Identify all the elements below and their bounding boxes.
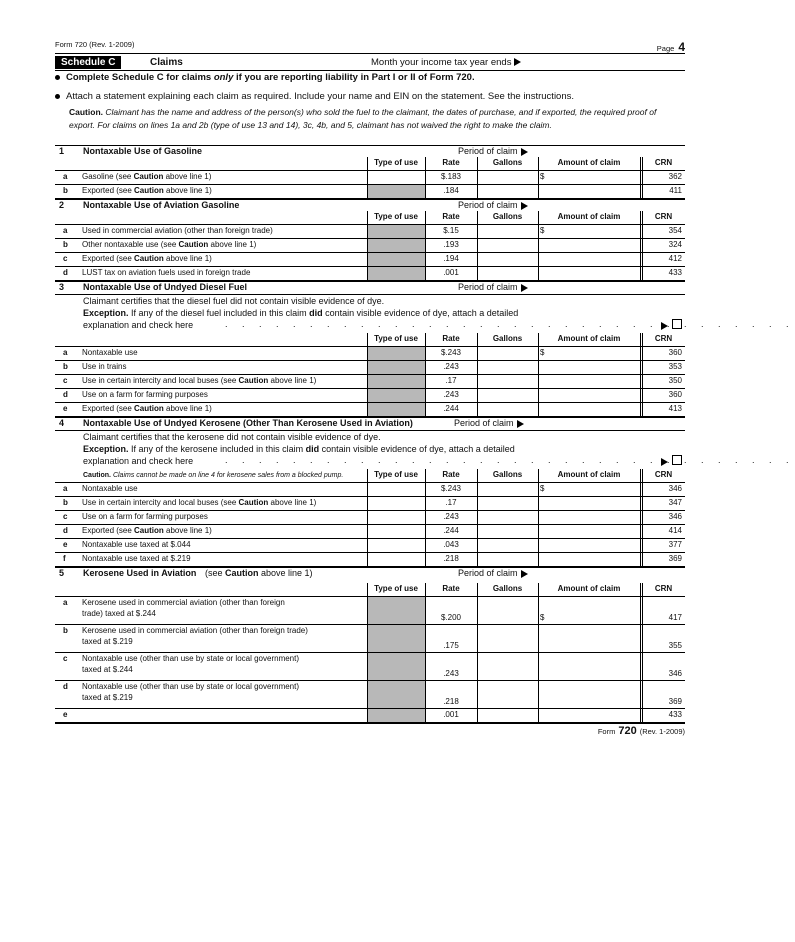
type-of-use-input[interactable]	[368, 538, 425, 552]
col-gallons: Gallons	[492, 470, 523, 479]
gallons-input[interactable]	[478, 596, 538, 624]
type-of-use-shaded	[368, 347, 425, 360]
amount-input[interactable]	[539, 252, 640, 266]
amount-input[interactable]	[539, 708, 640, 722]
exception-text: Exception. If any of the kerosene included in this claim did contain visible evidence of dye, attach a detailed	[83, 444, 515, 454]
line-letter: a	[63, 226, 68, 235]
col-gallons: Gallons	[492, 212, 523, 221]
line-letter: c	[63, 512, 68, 521]
line-letter: a	[63, 484, 68, 493]
line-description: Nontaxable use taxed at $.044	[82, 540, 191, 549]
amount-input[interactable]	[539, 402, 640, 416]
explanation-text: explanation and check here	[83, 320, 194, 330]
type-of-use-shaded	[368, 709, 425, 722]
rate-value: .184	[443, 186, 459, 195]
crn-value: 369	[668, 697, 682, 706]
rate-value: $.200	[440, 613, 462, 622]
crn-value: 346	[668, 484, 682, 493]
explanation-text: explanation and check here	[83, 456, 194, 466]
line-letter: c	[63, 654, 68, 663]
gallons-input[interactable]	[478, 374, 538, 388]
line-description: Nontaxable use (other than use by state or local government) taxed at $.244	[82, 654, 300, 674]
gallons-input[interactable]	[478, 708, 538, 722]
amount-input[interactable]	[539, 680, 640, 708]
col-amount: Amount of claim	[557, 158, 621, 167]
crn-value: 369	[668, 554, 682, 563]
type-of-use-shaded	[368, 267, 425, 280]
type-of-use-shaded	[368, 185, 425, 198]
arrow-right-icon	[521, 284, 528, 292]
rate-value: .17	[445, 498, 457, 507]
gallons-input[interactable]	[478, 680, 538, 708]
line-description: Use in certain intercity and local buses (see Caution above line 1)	[82, 376, 317, 385]
rate-value: .218	[443, 554, 459, 563]
gallons-input[interactable]	[478, 496, 538, 510]
page-indicator: Page 4	[656, 40, 685, 54]
form-page	[55, 40, 795, 770]
col-crn: CRN	[654, 470, 673, 479]
type-of-use-shaded	[368, 361, 425, 374]
crn-value: 417	[668, 613, 682, 622]
crn-value: 360	[668, 390, 682, 399]
type-of-use-shaded	[368, 403, 425, 416]
col-rate: Rate	[442, 584, 460, 593]
type-of-use-input[interactable]	[368, 170, 425, 184]
leader-dots: . . . . . . . . . . . . . . . . . . . . . . . . . . . . . . . . . .	[225, 455, 795, 465]
crn-value: 433	[668, 710, 682, 719]
period-of-claim-label: Period of claim	[458, 199, 528, 211]
amount-input[interactable]	[539, 388, 640, 402]
dollar-sign: $	[540, 226, 545, 235]
kerosene-caution: Caution. Claims cannot be made on line 4 for kerosene sales from a blocked pump.	[83, 472, 344, 479]
crn-value: 433	[668, 268, 682, 277]
page-header	[55, 40, 685, 54]
line-letter: b	[63, 626, 68, 635]
line-letter: c	[63, 254, 68, 263]
line-letter: f	[63, 554, 66, 563]
line-description: Nontaxable use	[82, 484, 138, 493]
arrow-right-icon	[658, 456, 668, 466]
line-letter: d	[63, 390, 68, 399]
line-letter: b	[63, 186, 68, 195]
gallons-input[interactable]	[478, 252, 538, 266]
month-year-ends-label: Month your income tax year ends	[371, 56, 521, 69]
gallons-input[interactable]	[478, 402, 538, 416]
type-of-use-shaded	[368, 625, 425, 652]
line-letter: e	[63, 404, 68, 413]
bullet-icon	[55, 75, 60, 80]
amount-input[interactable]	[539, 510, 640, 524]
dollar-sign: $	[540, 484, 545, 493]
col-type-of-use: Type of use	[374, 334, 418, 343]
crn-value: 412	[668, 254, 682, 263]
col-rate: Rate	[442, 334, 460, 343]
amount-input[interactable]	[539, 374, 640, 388]
gallons-input[interactable]	[478, 266, 538, 280]
rate-value: $.243	[440, 348, 462, 357]
schedule-title: Claims	[150, 57, 183, 68]
exception-text: Exception. If any of the diesel fuel included in this claim did contain visible evidence of dye, attach a detailed	[83, 308, 519, 318]
line-description: Gasoline (see Caution above line 1)	[82, 172, 212, 181]
line-letter: a	[63, 598, 68, 607]
crn-value: 360	[668, 348, 682, 357]
col-type-of-use: Type of use	[374, 470, 418, 479]
amount-input[interactable]	[539, 596, 640, 624]
arrow-right-icon	[514, 58, 521, 66]
line-letter: b	[63, 362, 68, 371]
page-footer: Form 720 (Rev. 1-2009)	[597, 725, 685, 737]
section-4-header: 4 Nontaxable Use of Undyed Kerosene (Other Than Kerosene Used in Aviation)	[59, 418, 413, 428]
rate-value: .175	[443, 641, 459, 650]
rate-value: .218	[443, 697, 459, 706]
type-of-use-shaded	[368, 239, 425, 252]
amount-input[interactable]	[539, 496, 640, 510]
type-of-use-input[interactable]	[368, 510, 425, 524]
dye-evidence-checkbox[interactable]	[672, 319, 682, 329]
amount-input[interactable]	[539, 652, 640, 680]
amount-input[interactable]	[539, 170, 640, 184]
line-description: Nontaxable use taxed at $.219	[82, 554, 191, 563]
crn-value: 414	[668, 526, 682, 535]
col-gallons: Gallons	[492, 158, 523, 167]
line-description: Other nontaxable use (see Caution above line 1)	[82, 240, 257, 249]
line-description: LUST tax on aviation fuels used in foreign trade	[82, 268, 251, 277]
gallons-input[interactable]	[478, 388, 538, 402]
col-amount: Amount of claim	[557, 334, 621, 343]
amount-input[interactable]	[539, 346, 640, 360]
line-letter: b	[63, 240, 68, 249]
gallons-input[interactable]	[478, 482, 538, 496]
period-of-claim-label: Period of claim	[458, 281, 528, 293]
type-of-use-shaded	[368, 253, 425, 266]
rate-value: .243	[443, 362, 459, 371]
rate-value: .043	[443, 540, 459, 549]
amount-input[interactable]	[539, 184, 640, 198]
amount-input[interactable]	[539, 624, 640, 652]
section-2-header: 2 Nontaxable Use of Aviation Gasoline Period of claim	[55, 199, 685, 212]
col-amount: Amount of claim	[557, 212, 621, 221]
type-of-use-input[interactable]	[368, 496, 425, 510]
crn-value: 346	[668, 669, 682, 678]
col-gallons: Gallons	[492, 584, 523, 593]
crn-value: 354	[668, 226, 682, 235]
arrow-right-icon	[517, 420, 524, 428]
type-of-use-input[interactable]	[368, 524, 425, 538]
arrow-right-icon	[521, 202, 528, 210]
line-description: Use on a farm for farming purposes	[82, 512, 208, 521]
gallons-input[interactable]	[478, 652, 538, 680]
period-of-claim-label: Period of claim	[458, 145, 528, 157]
rate-value: $.243	[440, 484, 462, 493]
col-amount: Amount of claim	[557, 584, 621, 593]
line-description: Nontaxable use	[82, 348, 138, 357]
line-letter: d	[63, 268, 68, 277]
amount-input[interactable]	[539, 360, 640, 374]
rate-value: .243	[443, 512, 459, 521]
type-of-use-shaded	[368, 389, 425, 402]
crn-value: 324	[668, 240, 682, 249]
crn-value: 353	[668, 362, 682, 371]
rate-value: .193	[443, 240, 459, 249]
col-rate: Rate	[442, 470, 460, 479]
rate-value: $.15	[443, 226, 459, 235]
line-letter: d	[63, 526, 68, 535]
rate-value: .244	[443, 404, 459, 413]
type-of-use-shaded	[368, 597, 425, 624]
crn-value: 377	[668, 540, 682, 549]
gallons-input[interactable]	[478, 552, 538, 566]
col-rate: Rate	[442, 212, 460, 221]
dollar-sign: $	[540, 172, 545, 181]
crn-value: 413	[668, 404, 682, 413]
rate-value: $.183	[440, 172, 462, 181]
line-letter: a	[63, 348, 68, 357]
arrow-right-icon	[521, 148, 528, 156]
col-gallons: Gallons	[492, 334, 523, 343]
leader-dots: . . . . . . . . . . . . . . . . . . . . . . . . . . . . . . . . . .	[225, 319, 795, 329]
type-of-use-shaded	[368, 225, 425, 238]
col-rate: Rate	[442, 158, 460, 167]
gallons-input[interactable]	[478, 346, 538, 360]
amount-input[interactable]	[539, 224, 640, 238]
line-letter: b	[63, 498, 68, 507]
line-description: Use in certain intercity and local buses (see Caution above line 1)	[82, 498, 317, 507]
rate-value: .17	[445, 376, 457, 385]
crn-value: 346	[668, 512, 682, 521]
line-description: Kerosene used in commercial aviation (other than foreign trade) taxed at $.219	[82, 626, 308, 646]
form-label: Form 720 (Rev. 1-2009)	[55, 40, 135, 49]
amount-input[interactable]	[539, 552, 640, 566]
crn-value: 347	[668, 498, 682, 507]
col-crn: CRN	[654, 158, 673, 167]
line-letter: e	[63, 710, 68, 719]
col-amount: Amount of claim	[557, 470, 621, 479]
certify-text: Claimant certifies that the diesel fuel did not contain visible evidence of dye.	[83, 296, 385, 306]
rate-value: .243	[443, 390, 459, 399]
rate-value: .001	[443, 710, 459, 719]
certify-text: Claimant certifies that the kerosene did not contain visible evidence of dye.	[83, 432, 381, 442]
rate-value: .001	[443, 268, 459, 277]
line-letter: a	[63, 172, 68, 181]
col-crn: CRN	[654, 212, 673, 221]
gallons-input[interactable]	[478, 360, 538, 374]
arrow-right-icon	[658, 320, 668, 330]
bullet-icon	[55, 94, 60, 99]
bullet-attach-statement: Attach a statement explaining each claim as required. Include your name and EIN on the statement. See the instructions.	[55, 90, 574, 103]
col-crn: CRN	[654, 334, 673, 343]
crn-value: 411	[669, 186, 682, 195]
dye-evidence-checkbox[interactable]	[672, 455, 682, 465]
line-description: Exported (see Caution above line 1)	[82, 186, 212, 195]
page-number: 4	[678, 40, 685, 54]
type-of-use-shaded	[368, 681, 425, 708]
gallons-input[interactable]	[478, 238, 538, 252]
gallons-input[interactable]	[478, 170, 538, 184]
line-description: Use in trains	[82, 362, 127, 371]
line-description: Exported (see Caution above line 1)	[82, 254, 212, 263]
section-5-header: 5 Kerosene Used in Aviation (see Caution above line 1) Period of claim	[55, 567, 685, 580]
gallons-input[interactable]	[478, 524, 538, 538]
bullet-complete-schedule: Complete Schedule C for claims only if you are reporting liability in Part I or II of Form 720.	[55, 71, 475, 84]
rate-value: .244	[443, 526, 459, 535]
arrow-right-icon	[521, 570, 528, 578]
gallons-input[interactable]	[478, 538, 538, 552]
line-description: Exported (see Caution above line 1)	[82, 526, 212, 535]
schedule-tag: Schedule C	[55, 56, 121, 69]
line-description: Used in commercial aviation (other than foreign trade)	[82, 226, 273, 235]
col-type-of-use: Type of use	[374, 584, 418, 593]
rate-value: .243	[443, 669, 459, 678]
col-type-of-use: Type of use	[374, 158, 418, 167]
gallons-input[interactable]	[478, 224, 538, 238]
line-description: Nontaxable use (other than use by state or local government) taxed at $.219	[82, 682, 300, 702]
amount-input[interactable]	[539, 238, 640, 252]
dollar-sign: $	[540, 348, 545, 357]
amount-input[interactable]	[539, 482, 640, 496]
crn-value: 355	[668, 641, 682, 650]
gallons-input[interactable]	[478, 510, 538, 524]
col-type-of-use: Type of use	[374, 212, 418, 221]
dollar-sign: $	[540, 613, 545, 622]
caution-paragraph: Caution. Claimant has the name and address of the person(s) who sold the fuel to the claimant, the dates of purchase, and if exported, the required proof of export. For claims on lines 1a and 2b (type of use 13 and 14), 3c, 4b, and 5, claimant has not waived the right to make the claim.	[69, 107, 657, 130]
gallons-input[interactable]	[478, 184, 538, 198]
line-description: Use on a farm for farming purposes	[82, 390, 208, 399]
type-of-use-shaded	[368, 375, 425, 388]
amount-input[interactable]	[539, 266, 640, 280]
type-of-use-input[interactable]	[368, 552, 425, 566]
rate-value: .194	[443, 254, 459, 263]
amount-input[interactable]	[539, 524, 640, 538]
crn-value: 362	[668, 172, 682, 181]
line-description: Kerosene used in commercial aviation (other than foreign trade) taxed at $.244	[82, 598, 285, 618]
section-1-header: 1 Nontaxable Use of Gasoline Period of claim	[55, 145, 685, 158]
type-of-use-input[interactable]	[368, 482, 425, 496]
line-description: Exported (see Caution above line 1)	[82, 404, 212, 413]
type-of-use-shaded	[368, 653, 425, 680]
line-letter: e	[63, 540, 68, 549]
col-crn: CRN	[654, 584, 673, 593]
period-of-claim-label: Period of claim	[454, 417, 685, 429]
crn-value: 350	[668, 376, 682, 385]
section-3-header: 3 Nontaxable Use of Undyed Diesel Fuel Period of claim	[55, 281, 685, 294]
period-of-claim-label: Period of claim	[458, 567, 528, 579]
line-letter: c	[63, 376, 68, 385]
gallons-input[interactable]	[478, 624, 538, 652]
line-letter: d	[63, 682, 68, 691]
amount-input[interactable]	[539, 538, 640, 552]
